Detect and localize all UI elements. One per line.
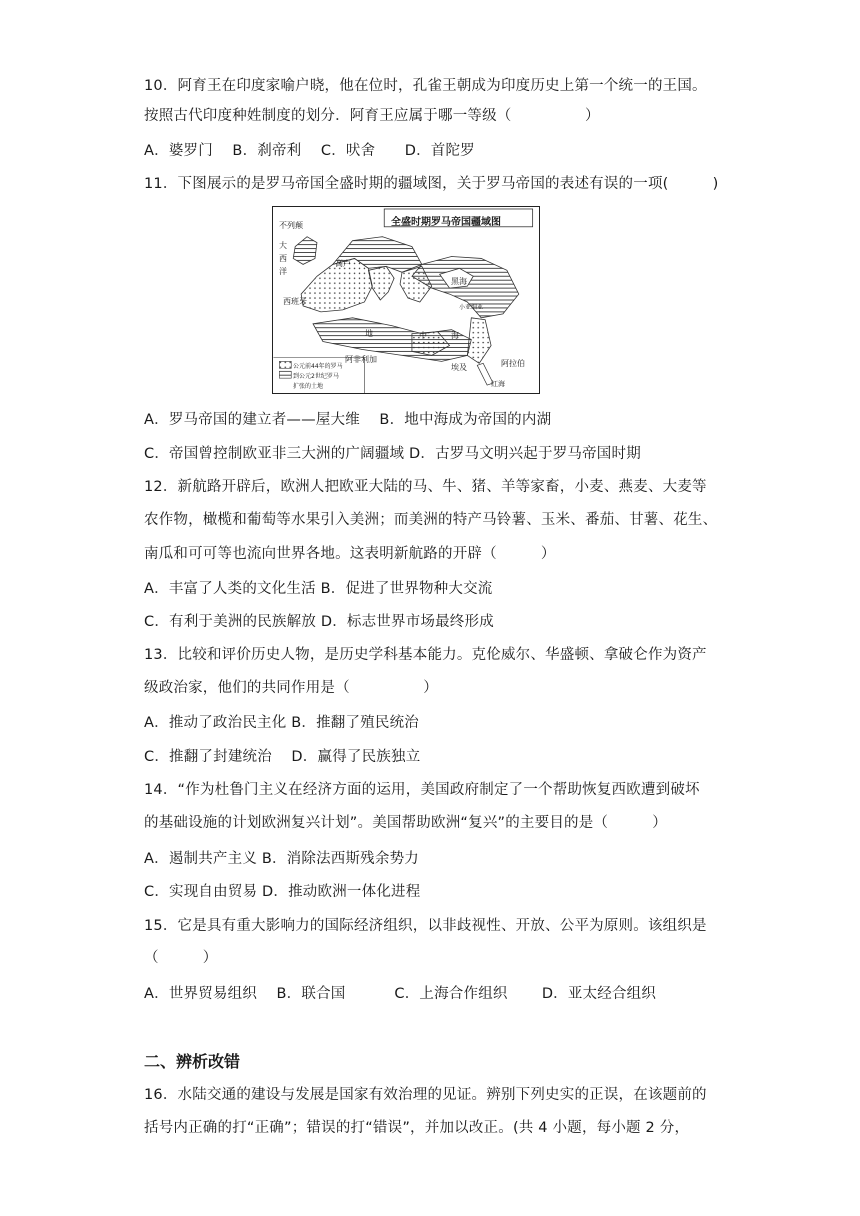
map-legend-item-1: 公元前44年的罗马 <box>293 363 343 370</box>
roman-empire-map <box>272 206 540 394</box>
map-label-spain: 西班牙 <box>283 297 307 306</box>
question-15-line-2: （ ） <box>144 950 218 966</box>
question-12-line-1: 12．新航路开辟后，欧洲人把欧亚大陆的马、牛、猪、羊等家畜，小麦、燕麦、大麦等 <box>144 479 707 495</box>
question-12-options-line-1: A．丰富了人类的文化生活 B．促进了世界物种大交流 <box>144 581 493 597</box>
map-label-red-sea: 红海 <box>491 380 505 388</box>
question-14-options-line-2: C．实现自由贸易 D．推动欧洲一体化进程 <box>144 884 421 900</box>
question-16-line-2: 括号内正确的打“正确”；错误的打“错误”，并加以改正。(共 4 小题，每小题 2 分， <box>144 1120 690 1136</box>
section-heading: 二、辨析改错 <box>144 1052 241 1071</box>
map-label-mediterranean-3: 海 <box>451 331 459 340</box>
question-10-line-1: 10．阿育王在印度家喻户晓，他在位时，孔雀王朝成为印度历史上第一个统一的王国。 <box>144 78 707 94</box>
map-title: 全盛时期罗马帝国疆域图 <box>391 217 501 228</box>
question-13-line-2: 级政治家，他们的共同作用是（ ） <box>144 680 438 696</box>
map-label-gaul: 高卢 <box>335 259 351 268</box>
question-11-options-line-2: C．帝国曾控制欧亚非三大洲的广阔疆域 D．古罗马文明兴起于罗马帝国时期 <box>144 446 641 462</box>
map-label-mediterranean-2: 中 <box>419 331 427 340</box>
map-label-arabia: 阿拉伯 <box>501 359 525 368</box>
question-15-line-1: 15．它是具有重大影响力的国际经济组织，以非歧视性、开放、公平为原则。该组织是 <box>144 918 707 934</box>
map-label-black-sea: 黑海 <box>451 277 467 286</box>
question-10-options: A．婆罗门 B．刹帝利 C．吠舍 D．首陀罗 <box>144 143 475 159</box>
map-label-britain: 不列颠 <box>279 221 303 230</box>
question-12-line-2: 农作物，橄榄和葡萄等水果引入美洲；而美洲的特产马铃薯、玉米、番茄、甘薯、花生、 <box>144 512 718 528</box>
question-15-options: A．世界贸易组织 B．联合国 C．上海合作组织 D．亚太经合组织 <box>144 986 657 1002</box>
map-label-mediterranean-1: 地 <box>365 329 373 338</box>
question-12-line-3: 南瓜和可可等也流向世界各地。这表明新航路的开辟（ ） <box>144 546 556 562</box>
question-13-options-line-1: A．推动了政治民主化 B．推翻了殖民统治 <box>144 715 419 731</box>
map-legend-item-3: 扩张的土地 <box>293 383 324 390</box>
map-label-africa: 阿非利加 <box>345 355 377 364</box>
question-14-options-line-1: A．遏制共产主义 B．消除法西斯残余势力 <box>144 851 419 867</box>
map-label-asia-minor: 小亚细亚 <box>459 304 484 311</box>
question-14-line-2: 的基础设施的计划欧洲复兴计划”。美国帮助欧洲“复兴”的主要目的是（ ） <box>144 815 667 831</box>
question-11-options-line-1: A．罗马帝国的建立者——屋大维 B．地中海成为帝国的内湖 <box>144 412 552 428</box>
question-11-stem: 11．下图展示的是罗马帝国全盛时期的疆域图，关于罗马帝国的表述有误的一项( ) <box>144 176 719 192</box>
question-13-line-1: 13．比较和评价历史人物，是历史学科基本能力。克伦威尔、华盛顿、拿破仑作为资产 <box>144 647 707 663</box>
map-label-atlantic: 大西洋 <box>279 241 287 276</box>
map-label-egypt: 埃及 <box>451 363 467 372</box>
question-12-options-line-2: C．有利于美洲的民族解放 D．标志世界市场最终形成 <box>144 614 494 630</box>
question-16-line-1: 16．水陆交通的建设与发展是国家有效治理的见证。辨别下列史实的正误，在该题前的 <box>144 1087 707 1103</box>
map-legend-item-2: 到公元2世纪罗马 <box>293 373 339 380</box>
question-13-options-line-2: C．推翻了封建统治 D．赢得了民族独立 <box>144 749 421 765</box>
question-14-line-1: 14．“作为杜鲁门主义在经济方面的运用，美国政府制定了一个帮助恢复西欧遭到破坏 <box>144 782 700 798</box>
question-10-line-2: 按照古代印度种姓制度的划分．阿育王应属于哪一等级（ ） <box>144 108 600 124</box>
